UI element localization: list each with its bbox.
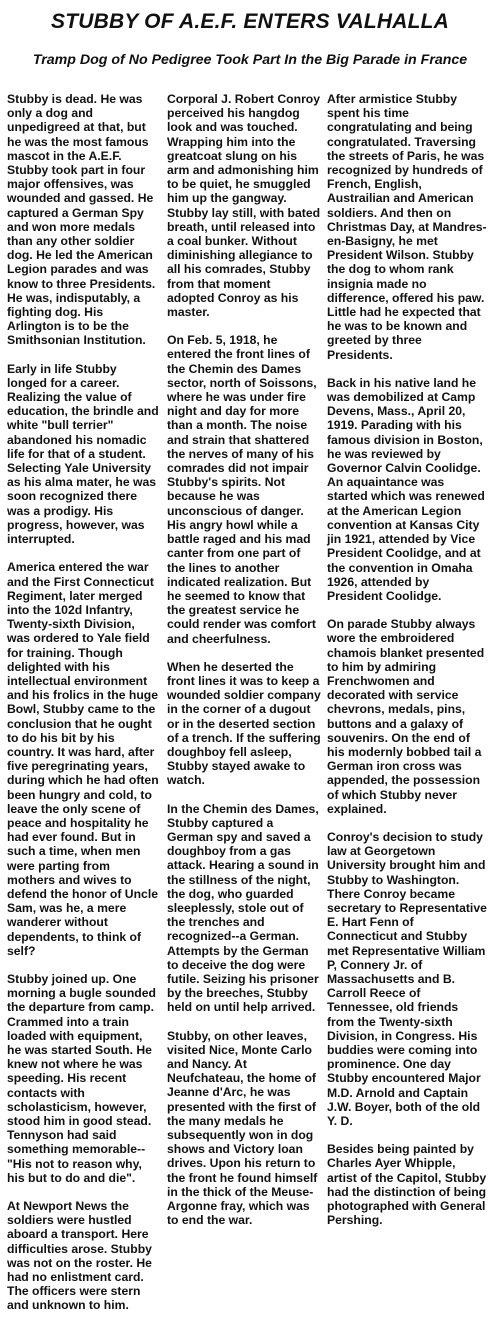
paragraph: Conroy's decision to study law at Georgetown University brought him and Stubby to Washington. There Conroy became secretary to Representative E. Hart Fenn of Connecticut and Stubby met Representative William P, Connery Jr. of Massachusetts and B. Carroll Reece of Tennessee, old friends from the Twenty-sixth Division, in Congress. His buddies were coming into prominence. One day Stubby encountered Major M.D. Arnold and Captain J.W. Boyer, both of the old Y. D.	[327, 829, 487, 1129]
subheadline: Tramp Dog of No Pedigree Took Part In the Big Parade in France	[32, 52, 468, 68]
paragraph: Stubby, on other leaves, visited Nice, Monte Carlo and Nancy. At Neufchateau, the home of Jeanne d'Arc, he was presented with the first of the many medals he subsequently won in dog shows and Victory loan drives. Upon his return to the front he found himself in the thick of the Meuse-Argonne fray, which was to end the war.	[167, 1028, 318, 1228]
column-1	[7, 92, 159, 1327]
paragraph: Stubby joined up. One morning a bugle sounded the departure from camp. Crammed into a train loaded with equipment, he was started South. He knew not where he was speeding. His recent contacts with scholasticism, however, stood him in good stead. Tennyson had said something memorable--"His not to reason why, his but to do and die".	[7, 971, 156, 1185]
column-3	[327, 92, 487, 1241]
paragraph: After armistice Stubby spent his time congratulating and being congratulated. Traversing the streets of Paris, he was recognized by hundreds of French, English, Austrailian and American soldiers. And then on Christmas Day, at Mandres-en-Basigny, he met President Wilson. Stubby the dog to whom rank insignia made no difference, offered his paw. Little had he expected that he was to be known and greeted by three Presidents.	[327, 92, 487, 362]
column-2	[167, 92, 321, 1241]
paragraph: On parade Stubby always wore the embroidered chamois blanket presented to him by admiring Frenchwomen and decorated with service chevrons, medals, pins, buttons and a galaxy of souvenirs. On the end of his modernly bobbed tail a German iron cross was appended, the possession of which Stubby never explained.	[327, 617, 485, 816]
paragraph: On Feb. 5, 1918, he entered the front lines of the Chemin des Dames sector, north of Soissons, where he was under fire night and day for more than a month. The noise and strain that shattered the nerves of many of his comrades did not impair Stubby's spirits. Not because he was unconscious of danger. His angry howl while a battle raged and his mad canter from one part of the lines to another indicated realization. But he seemed to know that the greatest service he could render was comfort and cheerfulness.	[167, 333, 317, 646]
paragraph: Back in his native land he was demobilized at Camp Devens, Mass., April 20, 1919. Parading with his famous division in Boston, he was reviewed by Governor Calvin Coolidge. An aquaintance was started which was renewed at the American Legion convention at Kansas City jin 1921, attended by Vice President Coolidge, and at the convention in Omaha 1926, attended by President Coolidge.	[327, 375, 485, 603]
paragraph: In the Chemin des Dames, Stubby captured a German spy and saved a doughboy from a gas attack. Hearing a sound in the stillness of the night, the dog, who guarded sleeplessly, stole out of the trenches and recognized--a German. Attempts by the German to deceive the dog were futile. Seizing his prisoner by the breeches, Stubby held on until help arrived.	[167, 801, 319, 1015]
paragraph: Stubby is dead. He was only a dog and unpedigreed at that, but he was the most famous mascot in the A.E.F. Stubby took part in four major offensives, was wounded and gassed. He captured a German Spy and won more medals than any other soldier dog. He led the American Legion parades and was know to three Presidents. He was, indisputably, a fighting dog. His Arlington is to be the Smithsonian Institution.	[7, 92, 156, 348]
paragraph: Early in life Stubby longed for a career. Realizing the value of education, the brindle and white "bull terrier" abandoned his nomadic life for that of a student. Selecting Yale University as his alma mater, he was soon recognized there was a prodigy. His progress, however, was interrupted.	[7, 361, 159, 547]
paragraph: At Newport News the soldiers were hustled aboard a transport. Here difficulties arose. Stubby was not on the roster. He had no enlistment card. The officers were stern and unknown to him.	[7, 1199, 152, 1313]
headline: STUBBY OF A.E.F. ENTERS VALHALLA	[50, 10, 450, 33]
paragraph: When he deserted the front lines it was to keep a wounded soldier company in the corner of a dugout or in the deserted section of a trench. If the suffering doughboy fell asleep, Stubby stayed awake to watch.	[167, 659, 321, 788]
paragraph: America entered the war and the First Connecticut Regiment, later merged into the 102d Infantry, Twenty-sixth Division, was ordered to Yale field for training. Though delighted with his intellectual environment and his frolics in the huge Bowl, Stubby came to the conclusion that he ought to do his bit by his country. It was hard, after five peregrinating years, during which he had often been hungry and cold, to leave the only scene of peace and hospitality he had ever found. But in such a time, when men were parting from mothers and wives to defend the honor of Uncle Sam, was he, a mere wanderer without dependents, to think of self?	[7, 560, 159, 958]
paragraph: Besides being painted by Charles Ayer Whipple, artist of the Capitol, Stubby had the distinction of being photographed with General Pershing.	[327, 1142, 487, 1228]
paragraph: Corporal J. Robert Conroy perceived his hangdog look and was touched. Wrapping him into the greatcoat slung on his arm and admonishing him to be quiet, he smuggled him up the gangway. Stubby lay still, with bated breath, until released into a coal bunker. Without diminishing allegiance to all his comrades, Stubby from that moment adopted Conroy as his master.	[167, 92, 321, 320]
